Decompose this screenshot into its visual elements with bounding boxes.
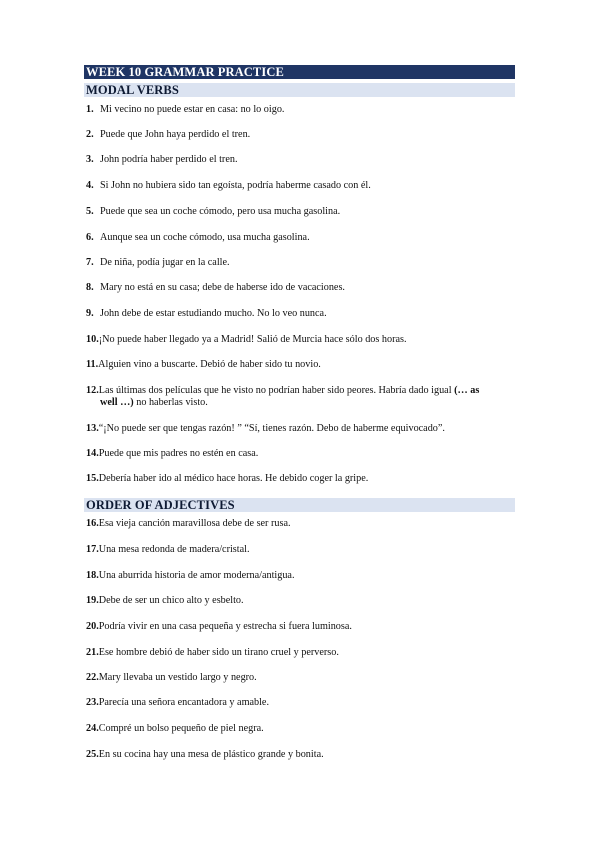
- item-text: Debería haber ido al médico hace horas. He debido coger la gripe.: [98, 473, 369, 484]
- list-item: [86, 697, 514, 709]
- item-number: 15.: [86, 473, 99, 484]
- list-item: [86, 282, 514, 294]
- list-item: [86, 232, 514, 244]
- item-number: 13.: [86, 423, 99, 434]
- item-text: Mi vecino no puede estar en casa: no lo oigo.: [100, 104, 285, 115]
- item-number: 10.: [86, 334, 99, 345]
- list-item: [86, 385, 514, 409]
- item-number: 17.: [86, 544, 99, 555]
- item-number: 9.: [86, 308, 94, 319]
- item-text: Si John no hubiera sido tan egoísta, podría haberme casado con él.: [100, 180, 371, 191]
- list-item: [86, 544, 514, 556]
- item-number: 25.: [86, 749, 99, 760]
- list-item: [86, 647, 514, 659]
- item-number: 16.: [86, 518, 99, 529]
- list-item: [86, 672, 514, 684]
- list-item: [86, 129, 514, 141]
- item-number: 18.: [86, 570, 99, 581]
- item-number: 8.: [86, 282, 94, 293]
- item-text: Mary no está en su casa; debe de haberse ido de vacaciones.: [100, 282, 345, 293]
- item-text: no haberlas visto.: [133, 397, 208, 408]
- item-number: 1.: [86, 104, 94, 115]
- item-number: 14.: [86, 448, 99, 459]
- list-item: [86, 473, 514, 485]
- list-item: [86, 423, 514, 435]
- item-text: John debe de estar estudiando mucho. No lo veo nunca.: [100, 308, 327, 319]
- item-text: Una aburrida historia de amor moderna/antigua.: [98, 570, 295, 581]
- list-item: [86, 154, 514, 166]
- list-item: [86, 180, 514, 192]
- item-text: Esa vieja canción maravillosa debe de ser rusa.: [98, 518, 291, 529]
- item-text: Podría vivir en una casa pequeña y estrecha si fuera luminosa.: [98, 621, 352, 632]
- page-title: WEEK 10 GRAMMAR PRACTICE: [84, 65, 515, 79]
- section-title-order-of-adjectives: ORDER OF ADJECTIVES: [84, 498, 515, 512]
- item-number: 5.: [86, 206, 94, 217]
- item-text-bold: well …): [100, 397, 134, 408]
- item-text: Puede que sea un coche cómodo, pero usa mucha gasolina.: [100, 206, 341, 217]
- item-text: “¡No puede ser que tengas razón! ” “Sí, tienes razón. Debo de haberme equivocado”.: [98, 423, 445, 434]
- item-number: 7.: [86, 257, 94, 268]
- item-text: Una mesa redonda de madera/cristal.: [98, 544, 250, 555]
- item-text: ¡No puede haber llegado ya a Madrid! Salió de Murcia hace sólo dos horas.: [98, 334, 407, 345]
- list-item: [86, 257, 514, 269]
- item-text: Puede que John haya perdido el tren.: [100, 129, 251, 140]
- item-text: Puede que mis padres no estén en casa.: [98, 448, 259, 459]
- list-item: [86, 448, 514, 460]
- list-item: [86, 749, 514, 761]
- section-title-modal-verbs: MODAL VERBS: [84, 83, 515, 97]
- item-number: 6.: [86, 232, 94, 243]
- item-number: 24.: [86, 723, 99, 734]
- list-item: [86, 206, 514, 218]
- item-number: 20.: [86, 621, 99, 632]
- list-item: [86, 334, 514, 346]
- item-number: 11.: [86, 359, 99, 370]
- item-text-bold: (… as: [454, 385, 480, 396]
- item-number: 19.: [86, 595, 99, 606]
- item-text: John podría haber perdido el tren.: [100, 154, 238, 165]
- item-number: 4.: [86, 180, 94, 191]
- item-number: 3.: [86, 154, 94, 165]
- list-item: [86, 308, 514, 320]
- item-text: Compré un bolso pequeño de piel negra.: [98, 723, 264, 734]
- item-text: Las últimas dos películas que he visto no podrían haber sido peores. Habría dado igual: [98, 385, 452, 396]
- item-text: Parecía una señora encantadora y amable.: [98, 697, 270, 708]
- item-text: Mary llevaba un vestido largo y negro.: [98, 672, 257, 683]
- item-number: 21.: [86, 647, 99, 658]
- item-text: Debe de ser un chico alto y esbelto.: [98, 595, 244, 606]
- item-number: 23.: [86, 697, 99, 708]
- list-item: [86, 723, 514, 735]
- item-text: En su cocina hay una mesa de plástico grande y bonita.: [98, 749, 324, 760]
- item-text: De niña, podía jugar en la calle.: [100, 257, 230, 268]
- list-item: [86, 621, 514, 633]
- list-item: [86, 570, 514, 582]
- list-item: [86, 518, 514, 530]
- item-number: 22.: [86, 672, 99, 683]
- item-text: Alguien vino a buscarte. Debió de haber sido tu novio.: [98, 359, 321, 370]
- list-item: [86, 595, 514, 607]
- list-item: [86, 104, 514, 116]
- list-item: [86, 359, 514, 371]
- item-text: Ese hombre debió de haber sido un tirano cruel y perverso.: [98, 647, 339, 658]
- item-number: 12.: [86, 385, 99, 396]
- item-text: Aunque sea un coche cómodo, usa mucha gasolina.: [100, 232, 310, 243]
- item-number: 2.: [86, 129, 94, 140]
